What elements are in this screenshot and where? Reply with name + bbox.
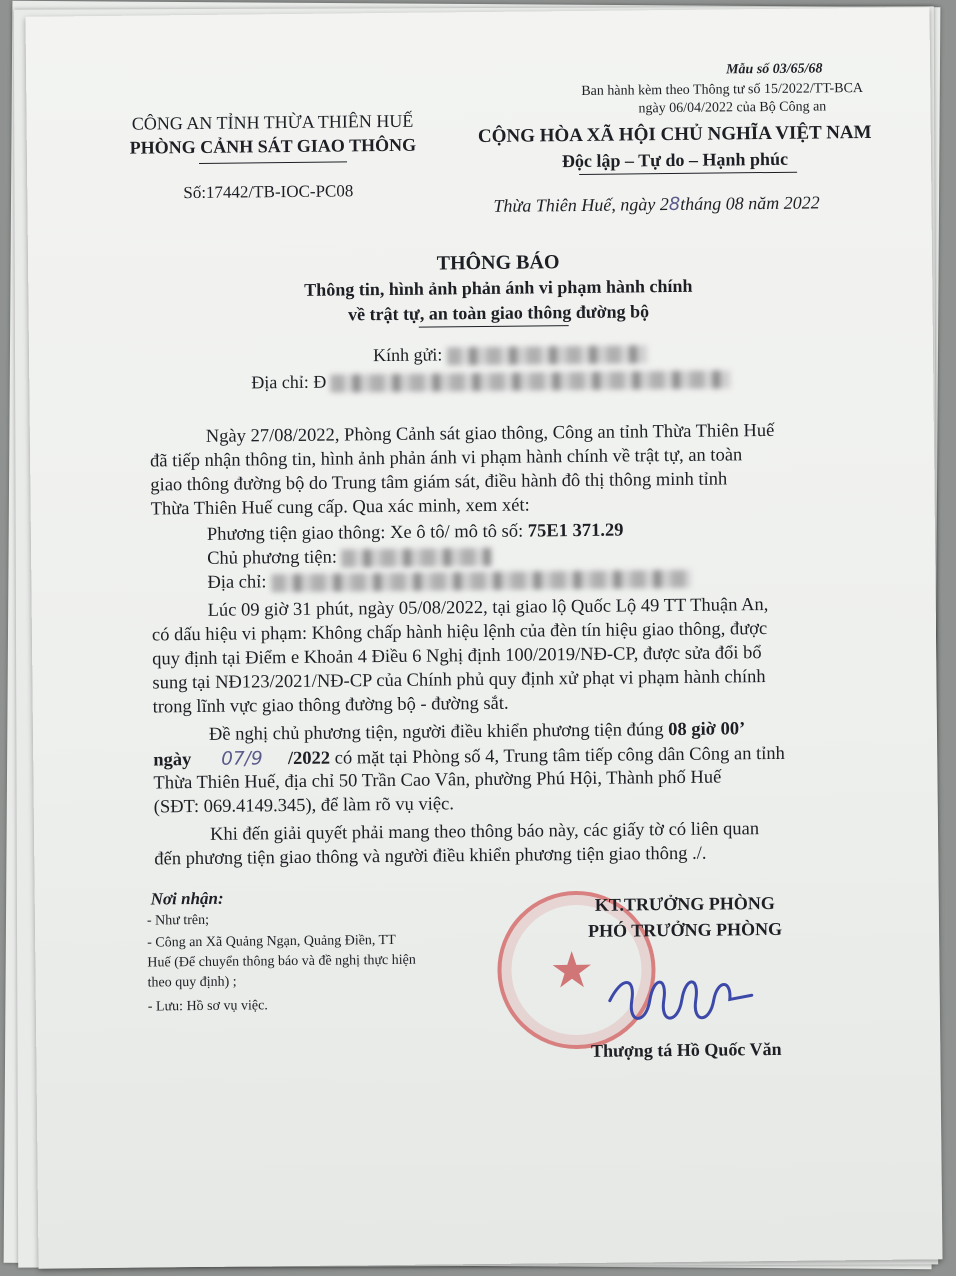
receivers-line5: - Lưu: Hồ sơ vụ việc. bbox=[147, 998, 268, 1015]
signer-role-1: KT.TRƯỞNG PHÒNG bbox=[594, 892, 775, 915]
appointment-day-label: ngày bbox=[153, 750, 197, 771]
receivers-line1: - Như trên; bbox=[146, 912, 210, 929]
document-number: Số:17442/TB-IOC-PC08 bbox=[183, 181, 354, 203]
doc-subtitle-2: về trật tự, an toàn giao thông đường bộ bbox=[347, 301, 650, 325]
redacted-recipient-name bbox=[447, 345, 647, 365]
owner-line bbox=[207, 546, 492, 570]
body-p1-line2: đã tiếp nhận thông tin, hình ảnh phản ánh vi phạm hành chính về trật tự, an toàn bbox=[150, 445, 743, 472]
national-title: CỘNG HÒA XÃ HỘI CHỦ NGHĨA VIỆT NAM bbox=[477, 121, 872, 148]
receivers-line2: - Công an Xã Quảng Ngạn, Quảng Điền, TT bbox=[147, 932, 396, 951]
redacted-owner bbox=[341, 548, 491, 568]
motto-underline bbox=[579, 172, 797, 175]
signer-name: Thượng tá Hồ Quốc Văn bbox=[590, 1038, 782, 1061]
body-p2-line3: quy định tại Điểm e Khoản 4 Điều 6 Nghị định 100/2019/NĐ-CP, được sửa đổi bổ bbox=[152, 643, 762, 670]
appointment-year: /2022 bbox=[287, 748, 331, 770]
handwritten-day: 8 bbox=[668, 193, 681, 216]
body-p4-line2: đến phương tiện giao thông và người điều khiển phương tiện giao thông ./. bbox=[154, 843, 707, 870]
owner-address-label: Địa chỉ: bbox=[207, 572, 272, 593]
title-underline bbox=[419, 325, 569, 328]
appointment-text: Đề nghị chủ phương tiện, người điều khiển phương tiện đúng bbox=[208, 720, 669, 745]
body-p1-line1: Ngày 27/08/2022, Phòng Cảnh sát giao thông, Công an tỉnh Thừa Thiên Huế bbox=[205, 420, 775, 447]
body-p2-line4: sung tại NĐ123/2021/NĐ-CP của Chính phủ quy định xử phạt vi phạm hành chính bbox=[152, 667, 766, 694]
recipient-to bbox=[373, 342, 647, 366]
owner-label: Chủ phương tiện: bbox=[207, 547, 342, 569]
agency-department: PHÒNG CẢNH SÁT GIAO THÔNG bbox=[129, 134, 417, 158]
appointment-place: có mặt tại Phòng số 4, Trung tâm tiếp công dân Công an tỉnh bbox=[329, 743, 785, 769]
body-p3-line4: (SĐT: 069.4149.345), để làm rõ vụ việc. bbox=[153, 794, 455, 818]
document-page bbox=[25, 7, 942, 1268]
recipient-address-label: Địa chỉ: Đ bbox=[251, 371, 327, 393]
vehicle-label: Phương tiện giao thông: Xe ô tô/ mô tô số: bbox=[206, 521, 528, 545]
body-p1-line3: giao thông đường bộ do Trung tâm giám sát, điều hành đô thị thông minh tỉnh bbox=[150, 469, 728, 496]
seal-star-icon: ★ bbox=[549, 941, 595, 999]
body-p3-line3: Thừa Thiên Huế, địa chỉ 50 Trần Cao Vân, phường Phú Hội, Thành phố Huế bbox=[153, 767, 722, 794]
receivers-line3: Huế (Để chuyển thông báo và đề nghị thực hiện bbox=[147, 952, 416, 971]
receivers-title: Nơi nhận: bbox=[150, 888, 224, 909]
body-p2-line5: trong lĩnh vực giao thông đường bộ - đường sắt. bbox=[152, 693, 509, 718]
signer-role-2: PHÓ TRƯỞNG PHÒNG bbox=[587, 918, 783, 941]
handwritten-signature bbox=[601, 969, 762, 1031]
doc-title: THÔNG BÁO bbox=[436, 251, 560, 275]
agency-underline bbox=[199, 161, 347, 164]
redacted-recipient-address bbox=[331, 370, 731, 392]
vehicle-plate: 75E1 371.29 bbox=[527, 520, 624, 542]
recipient-address bbox=[251, 367, 731, 393]
vehicle-line bbox=[207, 521, 624, 546]
owner-address-line bbox=[207, 568, 691, 594]
body-p2-line2: có dấu hiệu vi phạm: Không chấp hành hiệu lệnh của đèn tín hiệu giao thông, được bbox=[151, 619, 768, 646]
redacted-owner-address bbox=[271, 570, 691, 592]
national-motto: Độc lập – Tự do – Hạnh phúc bbox=[561, 148, 789, 172]
recipient-to-label: Kính gửi: bbox=[372, 344, 443, 366]
form-code: Mẫu số 03/65/68 bbox=[725, 61, 823, 78]
place-date-prefix: Thừa Thiên Huế, ngày 2 bbox=[493, 194, 669, 216]
doc-subtitle-1: Thông tin, hình ảnh phản ánh vi phạm hành chính bbox=[304, 275, 693, 300]
body-p2-line1: Lúc 09 giờ 31 phút, ngày 05/08/2022, tại giao lộ Quốc Lộ 49 TT Thuận An, bbox=[207, 595, 769, 621]
form-issued-with: Ban hành kèm theo Thông tư số 15/2022/TT-BCA bbox=[581, 81, 864, 99]
place-date-suffix: tháng 08 năm 2022 bbox=[680, 192, 820, 214]
receivers-line4: theo quy định) ; bbox=[147, 974, 237, 991]
body-p1-line4: Thừa Thiên Huế cung cấp. Qua xác minh, xem xét: bbox=[150, 495, 530, 520]
appointment-time: 08 giờ 00’ bbox=[668, 719, 746, 741]
handwritten-date: 07/9 bbox=[221, 748, 263, 770]
place-date bbox=[493, 192, 819, 216]
form-issued-date: ngày 06/04/2022 của Bộ Công an bbox=[638, 99, 827, 117]
agency-parent: CÔNG AN TỈNH THỪA THIÊN HUẾ bbox=[131, 110, 414, 134]
body-p3-line1 bbox=[209, 719, 745, 746]
body-p4-line1: Khi đến giải quyết phải mang theo thông báo này, các giấy tờ có liên quan bbox=[209, 819, 760, 845]
